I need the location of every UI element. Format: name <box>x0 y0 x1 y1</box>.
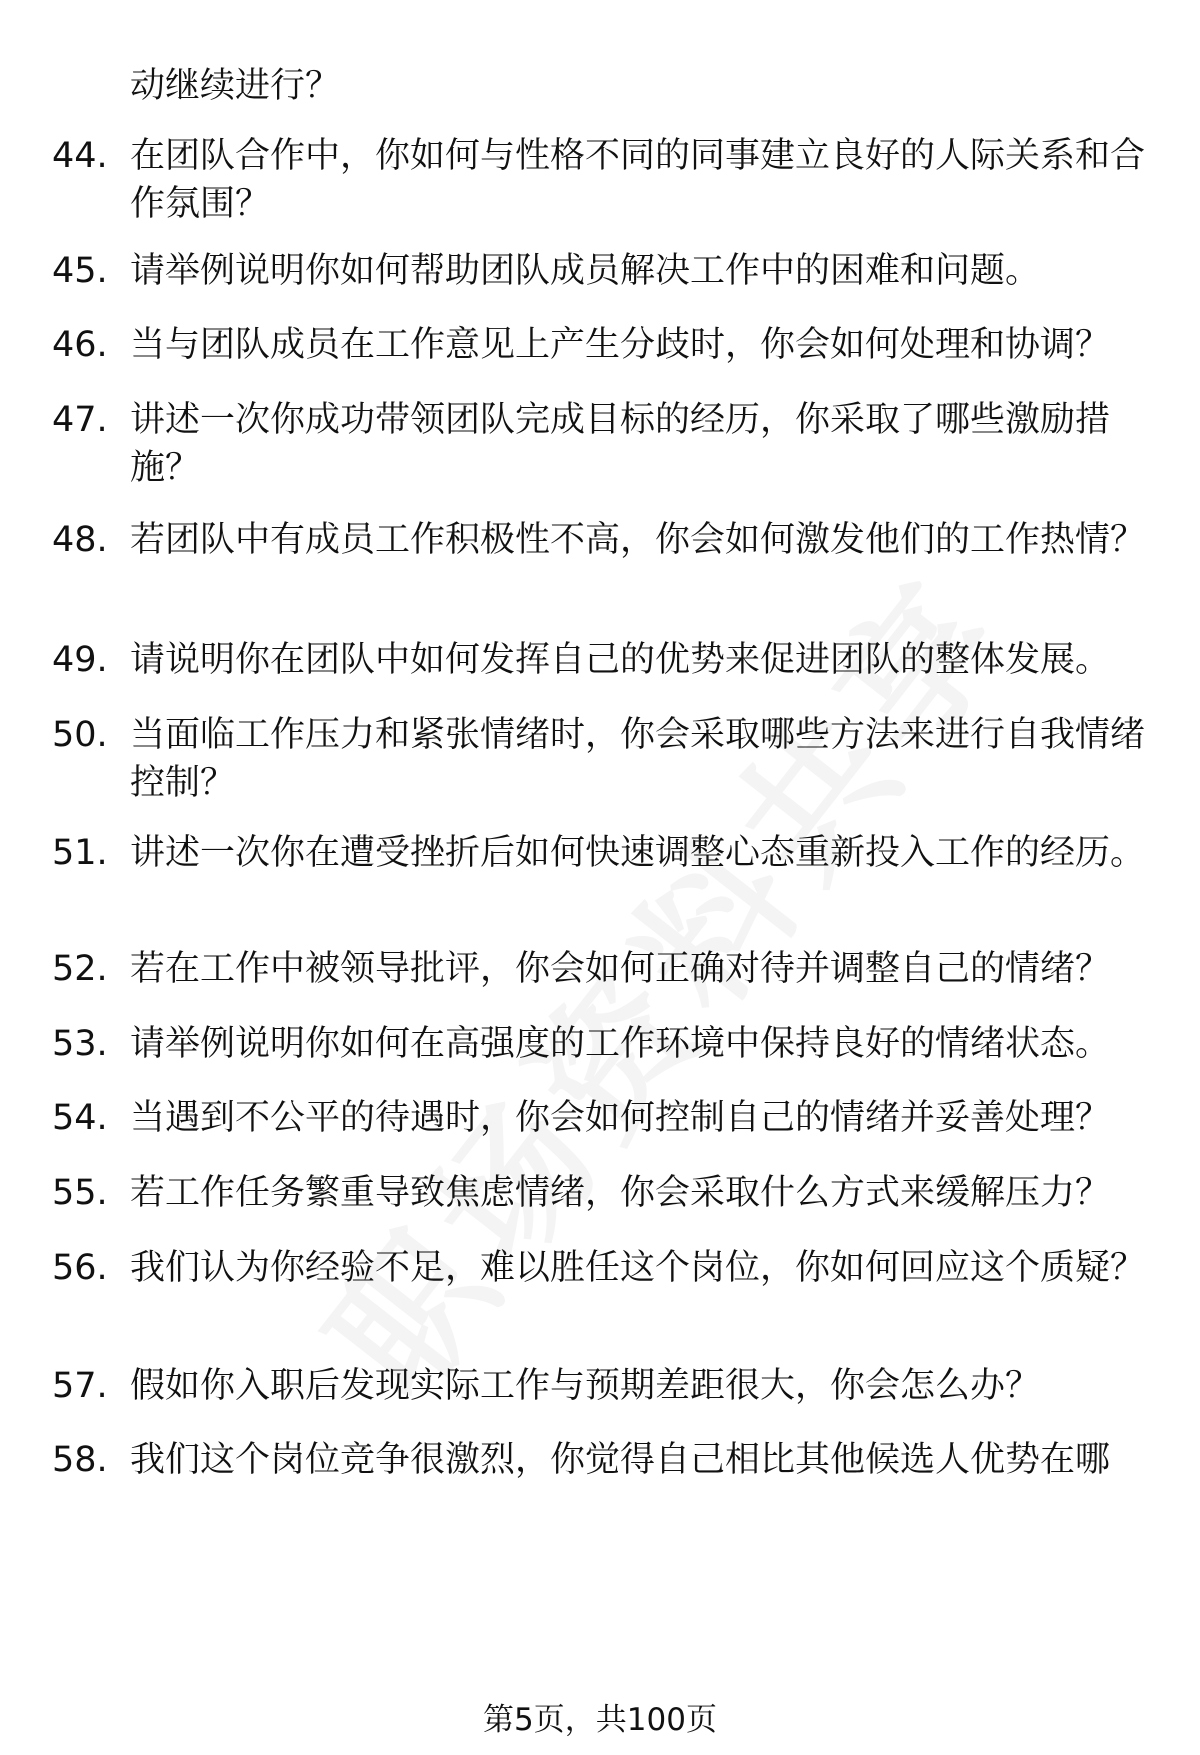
question-text: 假如你入职后发现实际工作与预期差距很大，你会怎么办？ <box>130 1366 1041 1406</box>
continuation-text: 动继续进行？ <box>130 66 341 106</box>
question-number: 56. <box>52 1248 108 1288</box>
question-number: 53. <box>52 1024 108 1064</box>
question-number: 45. <box>52 251 108 291</box>
question-text: 若团队中有成员工作积极性不高，你会如何激发他们的工作热情？ <box>130 520 1146 560</box>
question-text: 我们认为你经验不足，难以胜任这个岗位，你如何回应这个质疑？ <box>130 1248 1146 1288</box>
question-number: 55. <box>52 1173 108 1213</box>
question-text: 在团队合作中，你如何与性格不同的同事建立良好的人际关系和合作氛围？ <box>130 136 1146 224</box>
question-number: 50. <box>52 715 108 755</box>
question-number: 57. <box>52 1366 108 1406</box>
question-number: 58. <box>52 1440 108 1480</box>
question-text: 若工作任务繁重导致焦虑情绪，你会采取什么方式来缓解压力？ <box>130 1173 1111 1213</box>
question-number: 51. <box>52 833 108 873</box>
question-text: 当遇到不公平的待遇时，你会如何控制自己的情绪并妥善处理？ <box>130 1098 1111 1138</box>
question-number: 49. <box>52 640 108 680</box>
question-text: 我们这个岗位竞争很激烈，你觉得自己相比其他候选人优势在哪 <box>130 1440 1111 1480</box>
question-number: 54. <box>52 1098 108 1138</box>
question-text: 当面临工作压力和紧张情绪时，你会采取哪些方法来进行自我情绪控制？ <box>130 715 1146 803</box>
question-text: 请说明你在团队中如何发挥自己的优势来促进团队的整体发展。 <box>130 640 1111 680</box>
question-text: 请举例说明你如何在高强度的工作环境中保持良好的情绪状态。 <box>130 1024 1111 1064</box>
question-text: 若在工作中被领导批评，你会如何正确对待并调整自己的情绪？ <box>130 949 1111 989</box>
question-number: 48. <box>52 520 108 560</box>
question-number: 52. <box>52 949 108 989</box>
page-footer: 第5页，共100页 <box>483 1702 717 1738</box>
question-text: 请举例说明你如何帮助团队成员解决工作中的困难和问题。 <box>130 251 1041 291</box>
question-number: 44. <box>52 136 108 176</box>
question-text: 讲述一次你成功带领团队完成目标的经历，你采取了哪些激励措施？ <box>130 400 1111 488</box>
question-text: 讲述一次你在遭受挫折后如何快速调整心态重新投入工作的经历。 <box>130 833 1146 873</box>
question-number: 47. <box>52 400 108 440</box>
question-text: 当与团队成员在工作意见上产生分歧时，你会如何处理和协调？ <box>130 325 1111 365</box>
question-number: 46. <box>52 325 108 365</box>
